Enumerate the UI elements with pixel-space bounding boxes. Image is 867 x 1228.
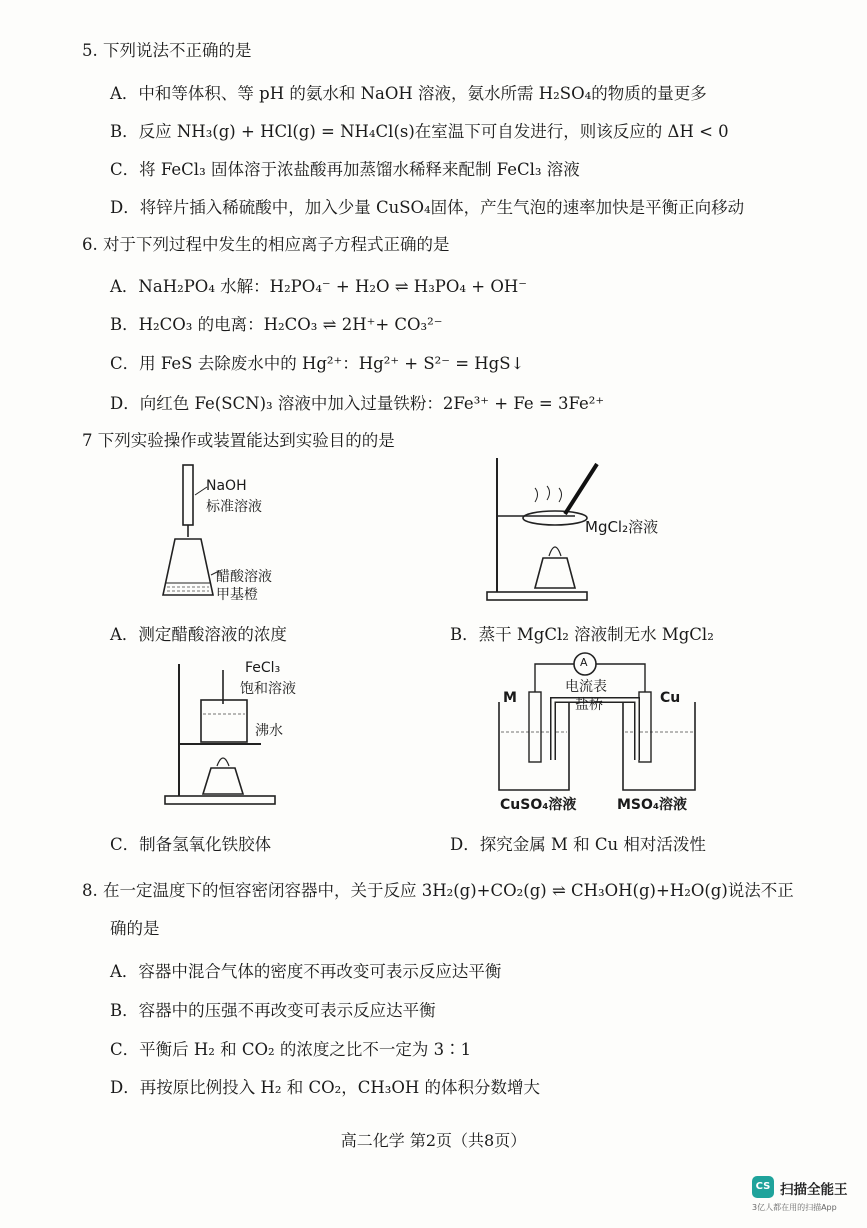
fig-c-label-fecl3: FeCl₃ — [245, 660, 281, 676]
fig-c-label-saturated: 饱和溶液 — [240, 681, 296, 697]
fig-d-label-mso4: MSO₄溶液 — [617, 797, 688, 813]
q6-option-d: D．向红色 Fe(SCN)₃ 溶液中加入过量铁粉：2Fe³⁺ + Fe = 3Fe²⁺ — [110, 394, 605, 413]
fig-c-label-boiling: 沸水 — [255, 723, 283, 739]
q8-option-b: B．容器中的压强不再改变可表示反应达平衡 — [110, 1001, 436, 1020]
evaporation-apparatus-figure — [485, 458, 595, 608]
q8-option-d: D．再按原比例投入 H₂ 和 CO₂，CH₃OH 的体积分数增大 — [110, 1078, 541, 1097]
q5-option-b: B．反应 NH₃(g) + HCl(g) = NH₄Cl(s)在室温下可自发进行，则该反应的 ΔH < 0 — [110, 122, 729, 141]
q5-option-a: A．中和等体积、等 pH 的氨水和 NaOH 溶液，氨水所需 H₂SO₄的物质的量更多 — [110, 84, 707, 103]
fig-b-label-mgcl2: MgCl₂溶液 — [585, 518, 659, 536]
fig-c-caption: C．制备氢氧化铁胶体 — [110, 835, 272, 854]
fig-b-caption: B．蒸干 MgCl₂ 溶液制无水 MgCl₂ — [450, 625, 714, 644]
page-footer: 高二化学 第2页（共8页） — [340, 1131, 527, 1150]
fig-d-label-cu: Cu — [660, 690, 681, 706]
fig-a-label-standard: 标准溶液 — [206, 499, 262, 515]
fig-d-label-m: M — [503, 690, 517, 706]
scanner-app-name: 扫描全能王 — [780, 1182, 848, 1198]
q8-stem-line1: 8. 在一定温度下的恒容密闭容器中，关于反应 3H₂(g)+CO₂(g) ⇌ CH₃OH(g)+H₂O(g)说法不正 — [82, 881, 794, 900]
fig-d-label-ammeter: 电流表 — [565, 679, 607, 695]
galvanic-cell-figure — [495, 650, 715, 800]
q5-stem: 5. 下列说法不正确的是 — [82, 41, 252, 60]
q8-option-a: A．容器中混合气体的密度不再改变可表示反应达平衡 — [110, 962, 502, 981]
q5-option-d: D．将锌片插入稀硫酸中，加入少量 CuSO₄固体，产生气泡的速率加快是平衡正向移动 — [110, 198, 745, 217]
q8-stem-line2: 确的是 — [110, 919, 160, 938]
q8-option-c: C．平衡后 H₂ 和 CO₂ 的浓度之比不一定为 3∶1 — [110, 1040, 472, 1059]
scanner-app-tagline: 3亿人都在用的扫描App — [752, 1203, 837, 1212]
q6-option-c: C．用 FeS 去除废水中的 Hg²⁺：Hg²⁺ + S²⁻ = HgS↓ — [110, 354, 525, 373]
q5-option-c: C．将 FeCl₃ 固体溶于浓盐酸再加蒸馏水稀释来配制 FeCl₃ 溶液 — [110, 160, 580, 179]
q6-option-b: B．H₂CO₃ 的电离：H₂CO₃ ⇌ 2H⁺+ CO₃²⁻ — [110, 315, 443, 334]
fig-a-label-indicator: 甲基橙 — [216, 587, 258, 603]
fig-a-label-naoh: NaOH — [206, 478, 247, 494]
fig-d-caption: D．探究金属 M 和 Cu 相对活泼性 — [450, 835, 706, 854]
q6-option-a: A．NaH₂PO₄ 水解：H₂PO₄⁻ + H₂O ⇌ H₃PO₄ + OH⁻ — [110, 277, 527, 296]
fig-d-label-salt-bridge: 盐桥 — [575, 697, 603, 713]
fig-d-label-cuso4: CuSO₄溶液 — [500, 797, 577, 813]
q6-stem: 6. 对于下列过程中发生的相应离子方程式正确的是 — [82, 235, 450, 254]
scanner-logo-icon: CS — [752, 1176, 774, 1198]
fig-d-meter-symbol: A — [580, 656, 588, 669]
q7-stem: 7 下列实验操作或装置能达到实验目的的是 — [82, 431, 395, 450]
fig-a-label-acetic: 醋酸溶液 — [216, 569, 272, 585]
fig-a-caption: A．测定醋酸溶液的浓度 — [110, 625, 287, 644]
